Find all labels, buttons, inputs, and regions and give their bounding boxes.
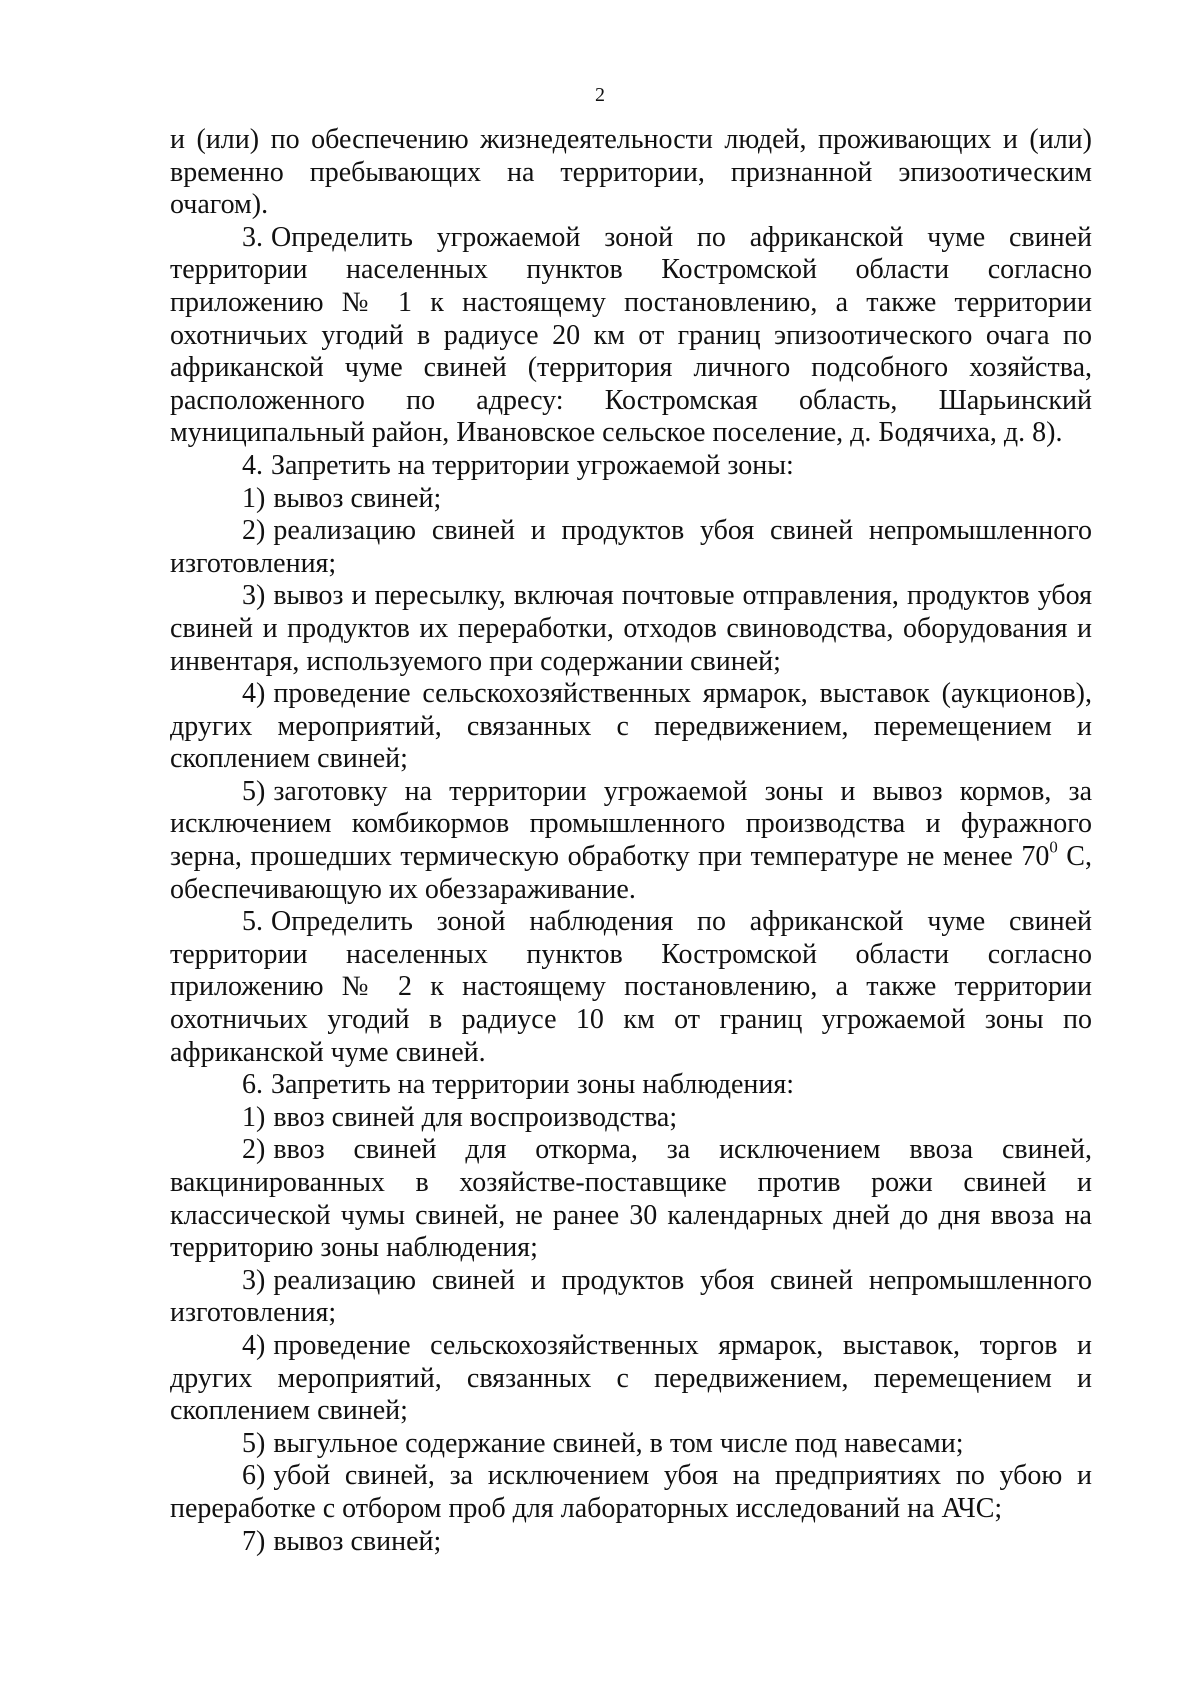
- clause-6-item-4: [170, 1330, 1092, 1428]
- clause-6: [170, 1069, 1092, 1102]
- clause-6-item-5: [170, 1428, 1092, 1461]
- clause-6-item-1: [170, 1102, 1092, 1135]
- paragraph-continuation: [170, 124, 1092, 222]
- clause-4: [170, 450, 1092, 483]
- item-number: 3): [242, 580, 266, 612]
- clause-number: 6.: [242, 1069, 263, 1101]
- paragraph-text: и (или) по обеспечению жизнедеятельности людей, проживающих и (или) временно пребывающих на территории, признанной эпизоотическим очагом).: [170, 124, 1092, 221]
- item-text: проведение сельскохозяйственных ярмарок, выставок (аукционов), других мероприятий, связанных с передвижением, перемещением и скоплением свиней;: [170, 678, 1092, 775]
- item-number: 7): [242, 1525, 266, 1557]
- item-number: 5): [242, 1427, 266, 1459]
- item-text: ввоз свиней для откорма, за исключением ввоза свиней, вакцинированных в хозяйстве-поставщике против рожи свиней и классической чумы свиней, не ранее 30 календарных дней до дня ввоза на территорию зоны наблюдения;: [170, 1134, 1092, 1264]
- item-text: убой свиней, за исключением убоя на предприятиях по убою и переработке с отбором проб для лабораторных исследований на АЧС;: [170, 1460, 1092, 1524]
- clause-5: [170, 906, 1092, 1069]
- clause-4-item-3: [170, 580, 1092, 678]
- item-text: реализацию свиней и продуктов убоя свиней непромышленного изготовления;: [170, 515, 1092, 579]
- item-number: 1): [242, 482, 266, 514]
- clause-3: [170, 222, 1092, 450]
- item-text-before-superscript: заготовку на территории угрожаемой зоны и вывоз кормов, за исключением комбикормов промышленного производства и фуражного зерна, прошедших термическую обработку при температуре не менее 70: [170, 775, 1092, 873]
- item-text: вывоз свиней;: [273, 1525, 442, 1557]
- clause-number: 3.: [242, 221, 263, 253]
- item-number: 3): [242, 1264, 266, 1296]
- clause-6-item-2: [170, 1134, 1092, 1264]
- item-number: 2): [242, 515, 266, 547]
- page-number: 2: [595, 84, 605, 106]
- item-text: реализацию свиней и продуктов убоя свиней непромышленного изготовления;: [170, 1264, 1092, 1329]
- clause-6-item-7: [170, 1526, 1092, 1559]
- clause-6-item-6: [170, 1460, 1092, 1525]
- item-number: 5): [242, 775, 266, 807]
- clause-text: Определить угрожаемой зоной по африканской чуме свиней территории населенных пунктов Костромской области согласно приложению № 1 к настоящему постановлению, а также территории охотничьих угодий в радиусе 20 км от границ эпизоотического очага по африканской чуме свиней (территория личного подсобного хозяйства, расположенного по адресу: Костромская область, Шарьинский муниципальный район, Ивановское сельское поселение, д. Бодячиха, д. 8).: [170, 221, 1092, 449]
- clause-text: Запретить на территории угрожаемой зоны:: [271, 449, 794, 481]
- item-text-after-superscript: С, обеспечивающую их обеззараживание.: [170, 841, 1092, 905]
- item-number: 2): [242, 1134, 266, 1166]
- degree-superscript: 0: [1049, 837, 1058, 857]
- clause-number: 4.: [242, 449, 263, 481]
- clause-text: Определить зоной наблюдения по африканской чуме свиней территории населенных пунктов Костромской области согласно приложению № 2 к настоящему постановлению, а также территории охотничьих угодий в радиусе 10 км от границ угрожаемой зоны по африканской чуме свиней.: [170, 906, 1092, 1068]
- item-number: 4): [242, 678, 266, 710]
- item-text: вывоз и пересылку, включая почтовые отправления, продуктов убоя свиней и продуктов их переработки, отходов свиноводства, оборудования и инвентаря, используемого при содержании свиней;: [170, 580, 1092, 677]
- clause-number: 5.: [242, 906, 263, 938]
- clause-4-item-4: [170, 678, 1092, 776]
- clause-4-item-5: [170, 776, 1092, 906]
- clause-4-item-2: [170, 515, 1092, 580]
- item-number: 6): [242, 1460, 266, 1492]
- item-number: 4): [242, 1329, 266, 1361]
- item-number: 1): [242, 1101, 266, 1133]
- clause-text: Запретить на территории зоны наблюдения:: [271, 1069, 795, 1101]
- item-text: ввоз свиней для воспроизводства;: [273, 1101, 678, 1133]
- document-body: [170, 124, 1092, 1558]
- item-text: проведение сельскохозяйственных ярмарок, выставок, торгов и других мероприятий, связанных с передвижением, перемещением и скоплением свиней;: [170, 1329, 1092, 1427]
- clause-4-item-1: [170, 483, 1092, 516]
- item-text: вывоз свиней;: [273, 482, 442, 514]
- item-text: выгульное содержание свиней, в том числе под навесами;: [273, 1427, 964, 1459]
- clause-6-item-3: [170, 1265, 1092, 1330]
